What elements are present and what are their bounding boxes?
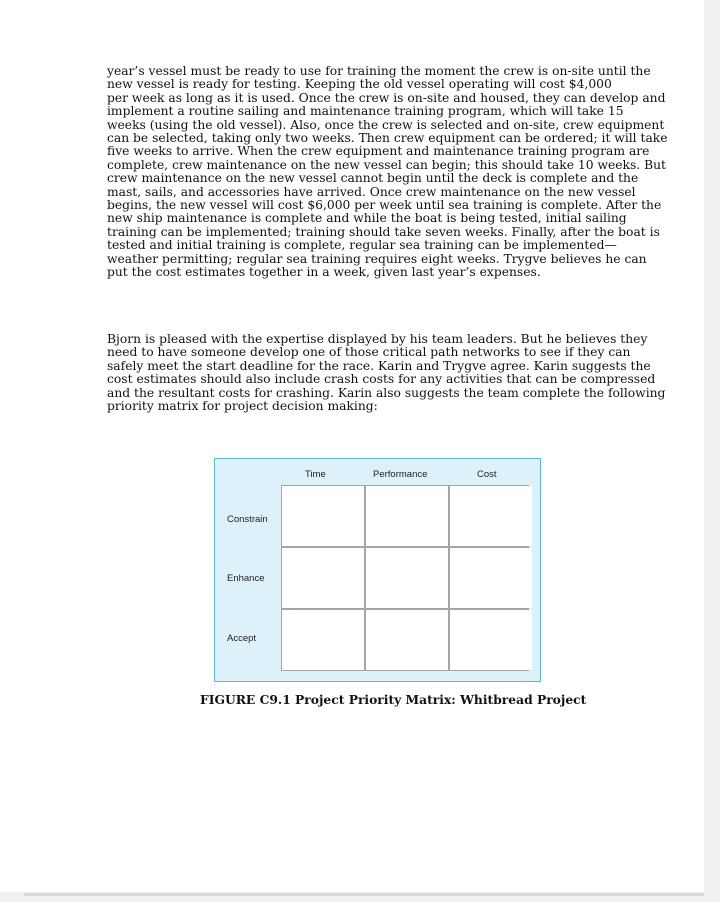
paragraph-1-line: new ship maintenance is complete and while the boat is being tested, initial sailing bbox=[107, 211, 627, 226]
horizontal-scrollbar[interactable] bbox=[24, 893, 704, 896]
paragraph-2-line: cost estimates should also include crash costs for any activities that can be compressed bbox=[107, 372, 656, 387]
matrix-row-enhance: Enhance bbox=[227, 573, 265, 584]
matrix-column-performance: Performance bbox=[373, 469, 428, 480]
paragraph-1 bbox=[107, 64, 668, 280]
paragraph-1-line: per week as long as it is used. Once the crew is on-site and housed, they can develop and bbox=[107, 90, 666, 105]
matrix-cell bbox=[282, 486, 364, 546]
matrix-cell bbox=[366, 486, 448, 546]
paragraph-1-line: training can be implemented; training should take seven weeks. Finally, after the boat is bbox=[107, 224, 660, 239]
paragraph-1-line: five weeks to arrive. When the crew equipment and maintenance training program are bbox=[107, 144, 650, 159]
paragraph-1-line: tested and initial training is complete, regular sea training can be implemented— bbox=[107, 238, 617, 253]
paragraph-1-line: implement a routine sailing and maintenance training program, which will take 15 bbox=[107, 104, 624, 119]
paragraph-1-line: weeks (using the old vessel). Also, once the crew is selected and on-site, crew equipment bbox=[107, 117, 665, 132]
paragraph-2-line: Bjorn is pleased with the expertise displayed by his team leaders. But he believes they bbox=[107, 332, 648, 346]
paragraph-1-line: complete, crew maintenance on the new vessel can begin; this should take 10 weeks. But bbox=[107, 157, 667, 172]
paragraph-1-line: weather permitting; regular sea training requires eight weeks. Trygve believes he can bbox=[107, 251, 647, 266]
paragraph-1-line: mast, sails, and accessories have arrived. Once crew maintenance on the new vessel bbox=[107, 184, 636, 199]
matrix-cell bbox=[282, 610, 364, 670]
matrix-column-time: Time bbox=[305, 469, 326, 480]
paragraph-1-line: begins, the new vessel will cost $6,000 per week until sea training is complete. After the bbox=[107, 198, 662, 213]
matrix-column-cost: Cost bbox=[477, 469, 497, 480]
matrix-cell bbox=[450, 548, 532, 608]
paragraph-2-line: priority matrix for project decision making: bbox=[107, 399, 378, 414]
viewer-right-margin bbox=[704, 0, 720, 902]
paragraph-1-line: new vessel is ready for testing. Keeping the old vessel operating will cost $4,000 bbox=[107, 77, 612, 92]
paragraph-1-line: crew maintenance on the new vessel cannot begin until the deck is complete and the bbox=[107, 171, 639, 186]
matrix-cell bbox=[282, 548, 364, 608]
matrix-cell bbox=[450, 610, 532, 670]
paragraph-1-line: year’s vessel must be ready to use for training the moment the crew is on-site until the bbox=[107, 64, 651, 78]
figure-title: Project Priority Matrix: Whitbread Project bbox=[295, 692, 587, 707]
matrix-row-constrain: Constrain bbox=[227, 514, 268, 525]
figure-label: FIGURE C9.1 bbox=[200, 692, 291, 707]
matrix-grid bbox=[281, 485, 529, 671]
paragraph-2 bbox=[107, 332, 666, 414]
matrix-cell bbox=[366, 548, 448, 608]
paragraph-2-line: need to have someone develop one of those critical path networks to see if they can bbox=[107, 345, 631, 360]
matrix-row-accept: Accept bbox=[227, 633, 257, 644]
figure-caption bbox=[200, 692, 586, 707]
paragraph-1-line: put the cost estimates together in a week, given last year’s expenses. bbox=[107, 265, 541, 280]
matrix-cell bbox=[366, 610, 448, 670]
paragraph-2-line: and the resultant costs for crashing. Karin also suggests the team complete the following bbox=[107, 385, 666, 400]
matrix-cell bbox=[450, 486, 532, 546]
paragraph-2-line: safely meet the start deadline for the race. Karin and Trygve agree. Karin suggests the bbox=[107, 358, 651, 373]
priority-matrix bbox=[214, 458, 541, 682]
paragraph-1-line: can be selected, taking only two weeks. Then crew equipment can be ordered; it will take bbox=[107, 131, 668, 146]
